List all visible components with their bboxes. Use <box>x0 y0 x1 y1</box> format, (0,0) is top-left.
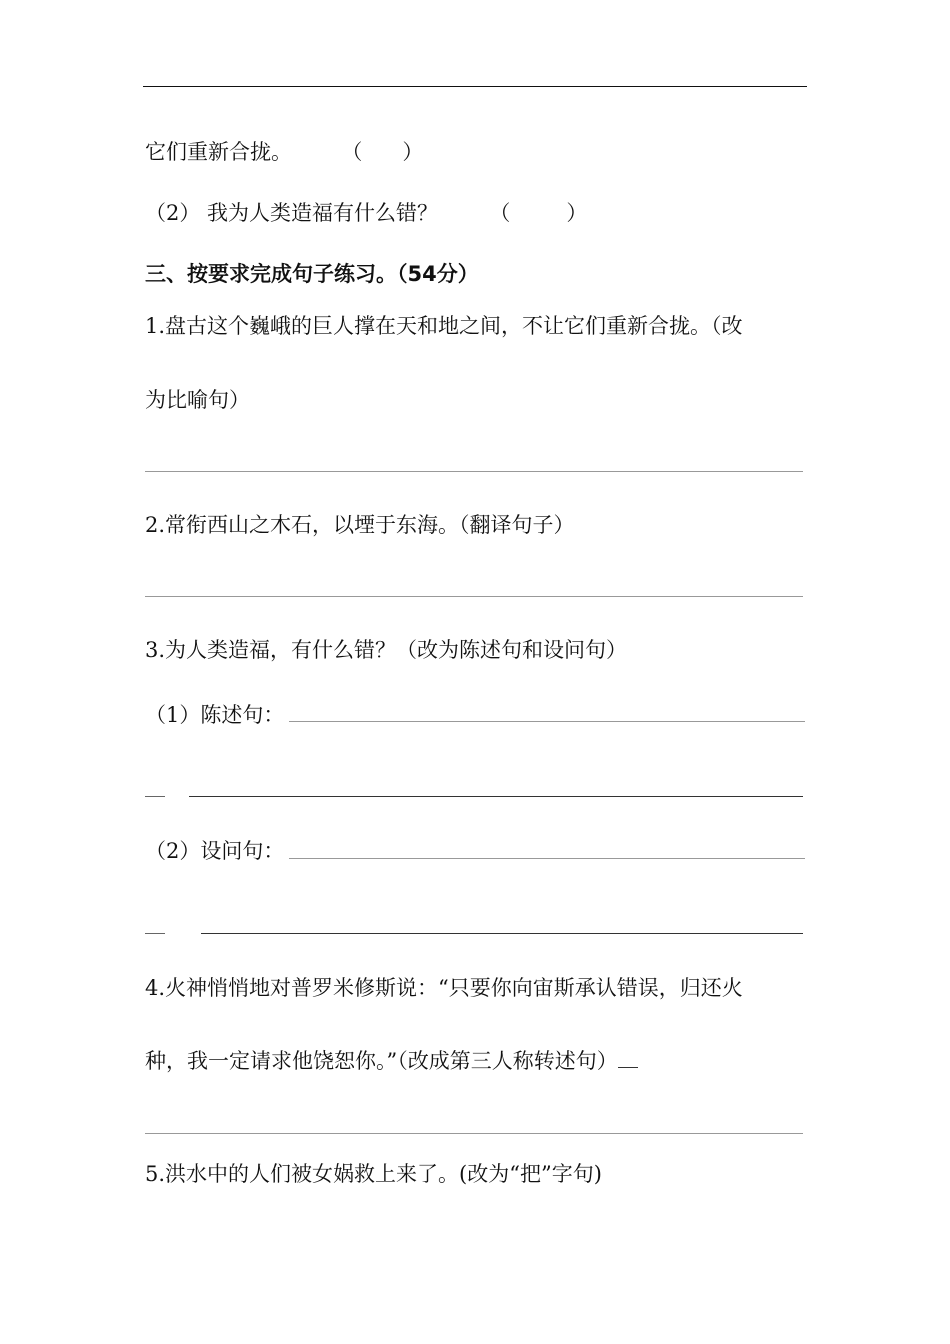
question-5: 5.洪水中的人们被女娲救上来了。(改为“把”字句) <box>145 1162 602 1186</box>
answer-paren-close-2: ） <box>566 201 588 225</box>
answer-paren-open-1: （ <box>341 140 363 164</box>
question-4-line-1: 4.火神悄悄地对普罗米修斯说：“只要你向宙斯承认错误，归还火 <box>145 976 743 1000</box>
question-3-sub-1-short-line <box>145 796 165 797</box>
question-3-sub-1-label: （1）陈述句： <box>145 703 285 727</box>
question-4-answer-line[interactable] <box>145 1133 803 1134</box>
question-3-sub-2-answer-line[interactable] <box>289 858 805 859</box>
question-3: 3.为人类造福，有什么错？（改为陈述句和设问句） <box>145 638 628 662</box>
question-1-answer-line[interactable] <box>145 471 803 472</box>
question-4-text-2: 种，我一定请求他饶恕你。”（改成第三人称转述句） <box>145 1049 618 1073</box>
prev-exercise-text-2: （2） 我为人类造福有什么错？ <box>145 201 439 225</box>
prev-exercise-line-2 <box>145 198 587 228</box>
question-2: 2.常衔西山之木石，以堙于东海。（翻译句子） <box>145 513 575 537</box>
question-2-answer-line[interactable] <box>145 596 803 597</box>
question-3-sub-1-answer-line[interactable] <box>289 721 805 722</box>
header-rule <box>143 86 807 87</box>
answer-paren-open-2: （ <box>489 201 511 225</box>
question-3-sub-1-answer-line-2[interactable] <box>189 796 803 797</box>
answer-paren-close-1: ） <box>402 140 424 164</box>
question-4-inline-blank[interactable] <box>618 1047 638 1068</box>
question-3-sub-2-answer-line-2[interactable] <box>201 933 803 934</box>
question-1-line-2: 为比喻句） <box>145 388 250 412</box>
question-3-sub-2-short-line <box>145 933 165 934</box>
section-3-heading: 三、按要求完成句子练习。（54分） <box>145 262 479 286</box>
prev-exercise-line-1 <box>145 137 423 167</box>
prev-exercise-text-1: 它们重新合拢。 <box>145 140 292 164</box>
question-3-sub-2-label: （2）设问句： <box>145 839 285 863</box>
question-1-line-1: 1.盘古这个巍峨的巨人撑在天和地之间，不让它们重新合拢。（改 <box>145 314 743 338</box>
question-4-line-2 <box>145 1046 638 1076</box>
